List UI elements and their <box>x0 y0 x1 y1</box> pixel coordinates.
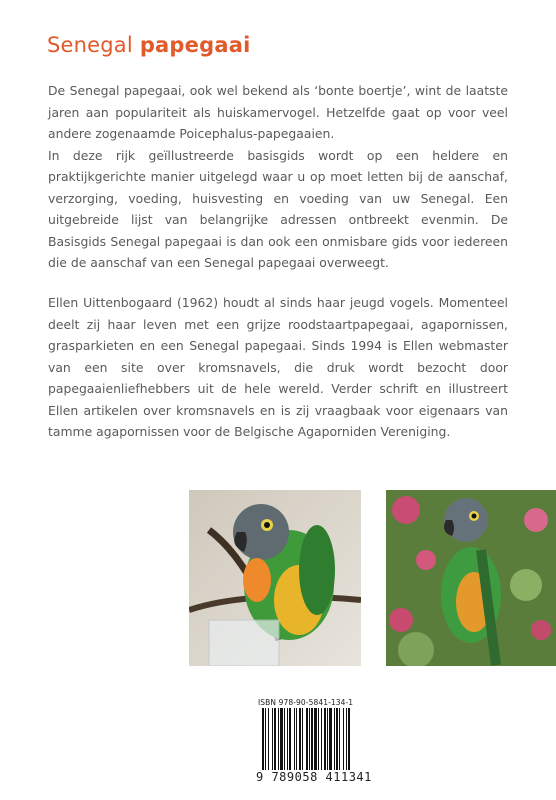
barcode-bar <box>268 708 269 770</box>
barcode-bar <box>348 708 350 770</box>
barcode-bar <box>318 708 319 770</box>
barcode-bar <box>321 708 322 770</box>
author-paragraph: Ellen Uittenbogaard (1962) houdt al sinds haar jeugd vogels. Momenteel deelt zij haar leven met een grijze roodstaartpapegaai, agapornissen, grasparkieten en een Senegal papegaai. Sinds 1994 is Ellen webmaster van een site over kromsnavels, die druk wordt bezocht door papegaaienliefhebbers uit de hele wereld. Verder schrift en illustreert Ellen artikelen over kromsnavels en is zij vraagbaak voor eigenaars van tamme agapornissen voor de Belgische Agaporniden Vereniging. <box>48 295 508 439</box>
barcode-bar <box>289 708 291 770</box>
barcode-bar <box>278 708 279 770</box>
barcode-bar <box>280 708 283 770</box>
barcode-bar <box>299 708 301 770</box>
title-bold: papegaai <box>139 33 251 57</box>
barcode-bar <box>327 708 328 770</box>
barcode-bar <box>262 708 264 770</box>
barcode-bar <box>265 708 266 770</box>
barcode-bar <box>284 708 285 770</box>
barcode-bar <box>329 708 332 770</box>
barcode-bar <box>306 708 308 770</box>
barcode-bar <box>309 708 310 770</box>
barcode-bar <box>334 708 335 770</box>
barcode-bar <box>311 708 313 770</box>
intro-text <box>48 80 508 274</box>
barcode-bar <box>339 708 340 770</box>
intro-paragraph-2: In deze rijk geïllustreerde basisgids wordt op een heldere en praktijkgerichte manier uitgelegd waar u op moet letten bij de aanschaf, verzorging, voeding, huisvesting en voeding van uw Senegal. Een uitgebreide lijst van belangrijke adressen ontbreekt evenmin. De Basisgids Senegal papegaai is dan ook een onmisbare gids voor iedereen die de aanschaf van een Senegal papegaai overweegt. <box>48 147 508 270</box>
title-light: Senegal <box>47 33 133 57</box>
parrot-flowers-photo <box>386 490 556 666</box>
barcode-bar <box>346 708 347 770</box>
barcode-bar <box>274 708 276 770</box>
parrot-eating-photo <box>189 490 361 666</box>
barcode-bar <box>336 708 338 770</box>
barcode-bars <box>262 708 372 770</box>
barcode-bar <box>296 708 297 770</box>
isbn-label: ISBN 978-90-5841-134-1 <box>258 698 354 707</box>
barcode-bar <box>343 708 344 770</box>
barcode-bar <box>272 708 273 770</box>
barcode-bar <box>302 708 303 770</box>
ean-digits: 9 789058 411341 <box>256 770 372 784</box>
barcode-bar <box>324 708 326 770</box>
book-title <box>47 33 250 57</box>
barcode-bar <box>287 708 288 770</box>
intro-paragraph-1: De Senegal papegaai, ook wel bekend als ‘bonte boertje’, wint de laatste jaren aan populariteit als huiskamervogel. Hetzelfde gaat op voor veel andere zogenaamde Poicephalus-papegaaien. <box>48 83 508 141</box>
barcode-bar <box>314 708 317 770</box>
author-bio <box>48 292 508 443</box>
barcode-bar <box>294 708 295 770</box>
